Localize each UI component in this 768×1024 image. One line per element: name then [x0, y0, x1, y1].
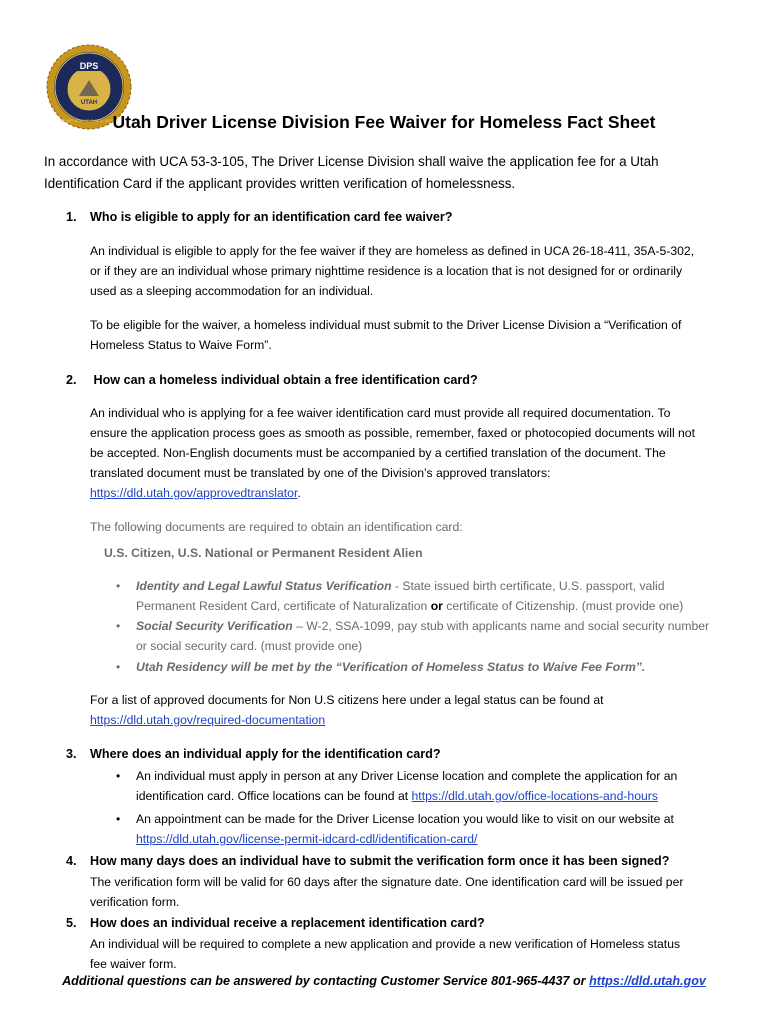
- question-5-heading: [66, 913, 746, 933]
- paragraph-line: Homeless Status to Waive Form”.: [90, 338, 272, 352]
- question-1-heading: [66, 207, 746, 227]
- question-text: Who is eligible to apply for an identification card fee waiver?: [90, 210, 453, 224]
- paragraph-line: translated document must be translated by one of the Division’s approved translators:: [90, 466, 551, 480]
- bullet-apply-in-person-cont: identification card. Office locations can be found at https://dld.utah.gov/office-locations-and-hours: [136, 789, 658, 803]
- question-3-heading: [66, 744, 746, 764]
- seal-ring-text: DEPARTMENT OF PUBLIC SAFETY: [59, 119, 119, 123]
- question-4-heading: [66, 851, 746, 871]
- paragraph-line: An individual will be required to complete a new application and provide a new verification of Homeless status: [90, 937, 681, 951]
- question-text: How does an individual receive a replacement identification card?: [90, 916, 485, 930]
- identification-card-link[interactable]: https://dld.utah.gov/license-permit-idcard-cdl/identification-card/: [136, 832, 478, 846]
- non-us-citizens-note: For a list of approved documents for Non U.S citizens here under a legal status can be found at: [90, 693, 604, 707]
- documents-intro: The following documents are required to obtain an identification card:: [90, 520, 463, 534]
- bullet-residency: Utah Residency will be met by the “Verification of Homeless Status to Waive Fee Form”.: [136, 660, 646, 674]
- paragraph-line: The verification form will be valid for 60 days after the signature date. One identification card will be issued per: [90, 875, 684, 889]
- paragraph-line: verification form.: [90, 895, 180, 909]
- question-number: 5.: [66, 916, 77, 930]
- question-number: 2.: [66, 373, 77, 387]
- paragraph-line: An individual is eligible to apply for the fee waiver if they are homeless as defined in UCA 26-18-411, 35A-5-302,: [90, 244, 695, 258]
- bullet-social-security: Social Security Verification – W-2, SSA-1099, pay stub with applicants name and social security number: [136, 619, 710, 633]
- bullet-icon: •: [116, 812, 121, 826]
- bullet-apply-in-person: An individual must apply in person at any Driver License location and complete the application for an: [136, 769, 678, 783]
- paragraph-line: or if they are an individual whose primary nighttime residence is a location that is not designed for or ordinarily: [90, 264, 683, 278]
- paragraph-line: fee waiver form.: [90, 957, 177, 971]
- paragraph-line: To be eligible for the waiver, a homeless individual must submit to the Driver License Division a “Verification of: [90, 318, 682, 332]
- approved-translator-link[interactable]: https://dld.utah.gov/approvedtranslator: [90, 486, 298, 500]
- question-text: How many days does an individual have to submit the verification form once it has been signed?: [90, 854, 670, 868]
- question-text: Where does an individual apply for the identification card?: [90, 747, 441, 761]
- bullet-icon: •: [116, 660, 121, 674]
- bullet-icon: •: [116, 769, 121, 783]
- paragraph-line: [90, 710, 730, 730]
- required-documentation-link[interactable]: https://dld.utah.gov/required-documentation: [90, 713, 326, 727]
- seal-state-text: UTAH: [80, 100, 98, 106]
- dld-homepage-link[interactable]: https://dld.utah.gov: [589, 974, 706, 988]
- paragraph-line: used as a sleeping accommodation for an individual.: [90, 284, 374, 298]
- bullet-social-security-cont: or social security card. (must provide one): [136, 639, 363, 653]
- bullet-icon: •: [116, 579, 121, 593]
- seal-dps-text: DPS: [79, 61, 99, 71]
- office-locations-link[interactable]: https://dld.utah.gov/office-locations-and-hours: [411, 789, 658, 803]
- question-text: How can a homeless individual obtain a free identification card?: [90, 373, 478, 387]
- question-number: 1.: [66, 210, 77, 224]
- page-title: Utah Driver License Division Fee Waiver for Homeless Fact Sheet: [112, 112, 656, 132]
- bullet-identity: Identity and Legal Lawful Status Verification - State issued birth certificate, U.S. passport, valid: [136, 579, 665, 593]
- intro-line: In accordance with UCA 53-3-105, The Driver License Division shall waive the application fee for a Utah: [44, 154, 659, 169]
- paragraph-line: An individual who is applying for a fee waiver identification card must provide all required documentation. To: [90, 406, 671, 420]
- paragraph-line: be accepted. Non-English documents must be accompanied by a certified translation of the document. The: [90, 446, 666, 460]
- question-number: 4.: [66, 854, 77, 868]
- question-2-heading: [66, 370, 746, 390]
- footer-contact: Additional questions can be answered by contacting Customer Service 801-965-4437 or https://dld.utah.gov: [62, 974, 706, 988]
- bullet-appointment-cont: [136, 829, 736, 849]
- question-number: 3.: [66, 747, 77, 761]
- bullet-identity-cont: Permanent Resident Card, certificate of Naturalization or certificate of Citizenship. (must provide one): [136, 599, 684, 613]
- paragraph-line: ensure the application process goes as smooth as possible, remember, faxed or photocopied documents will not: [90, 426, 695, 440]
- bullet-appointment: An appointment can be made for the Driver License location you would like to visit on our website at: [136, 812, 674, 826]
- intro-line: Identification Card if the applicant provides written verification of homelessness.: [44, 176, 516, 191]
- bullet-icon: •: [116, 619, 121, 633]
- paragraph-line: https://dld.utah.gov/approvedtranslator.: [90, 486, 301, 500]
- citizen-subheading: U.S. Citizen, U.S. National or Permanent Resident Alien: [104, 546, 423, 560]
